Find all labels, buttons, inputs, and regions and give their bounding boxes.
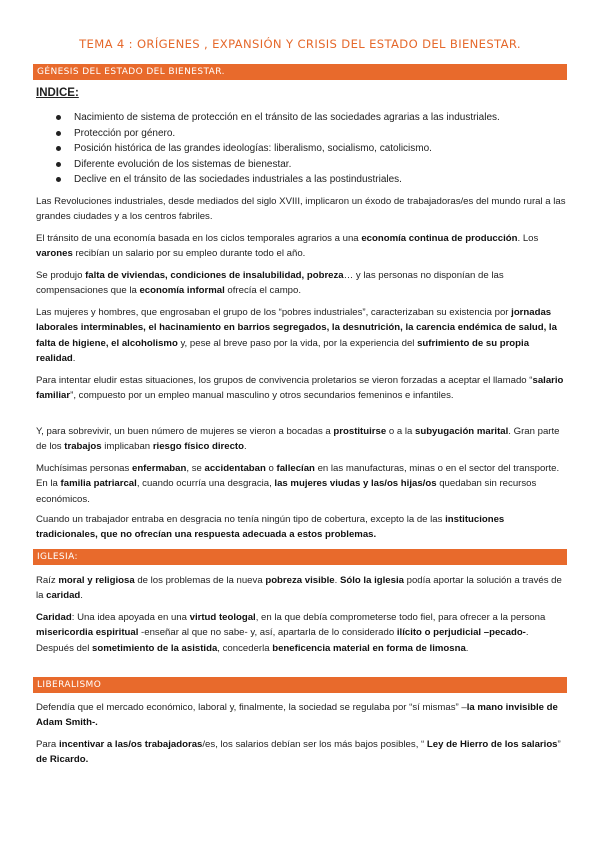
text-run: ”, compuesto por un empleo manual masculino y otros secundarios femeninos e infantiles. <box>70 390 454 402</box>
bold-text: Caridad <box>36 612 72 623</box>
text-run: de los problemas de la nueva <box>134 575 266 586</box>
text-run: implicaban <box>101 441 153 453</box>
text-run: . <box>243 441 247 453</box>
paragraph-revoluciones <box>36 194 566 225</box>
text-run: . Después del <box>36 627 529 654</box>
paragraph-viviendas <box>36 268 566 299</box>
text-run: podía aportar la solución a través de la <box>36 575 562 602</box>
text-run: Se produjo <box>36 270 86 281</box>
text-run: y, pese al breve paso por la vida, por la experiencia del <box>177 337 418 349</box>
paragraph-pobres-industriales <box>36 305 566 367</box>
bold-text: misericordia espiritual <box>36 627 139 639</box>
document-title: TEMA 4 : ORÍGENES , EXPANSIÓN Y CRISIS DEL ESTADO DEL BIENESTAR. <box>79 37 521 51</box>
bold-text: caridad <box>46 590 81 602</box>
section-heading-liberalismo: LIBERALISMO <box>33 677 567 693</box>
index-list <box>56 111 576 189</box>
bold-text: ilícito o perjudicial –pecado- <box>396 627 526 639</box>
bold-text: familia patriarcal <box>60 478 137 490</box>
text-run: Para <box>36 739 59 750</box>
bold-text: enfermaban <box>131 463 187 474</box>
bold-text: de Ricardo. <box>36 754 89 766</box>
text-run: Las Revoluciones industriales, desde mediados del siglo XVIII, implicaron un éxodo de trabajadoras/es del mundo rural a las grandes ciudades y a los centros fabriles. <box>36 196 566 223</box>
text-run: Muchísimas personas <box>36 463 132 474</box>
paragraph-cobertura <box>36 512 566 543</box>
bold-text: riesgo físico directo <box>152 441 244 453</box>
text-run: Para intentar eludir estas situaciones, los grupos de convivencia proletarios se vieron forzadas a aceptar el llamado “ <box>36 375 533 386</box>
bold-text: economía informal <box>139 285 225 297</box>
text-run: en las manufacturas, minas o en el sector del transporte. En la <box>36 463 560 490</box>
paragraph-caridad <box>36 610 566 656</box>
text-run: . <box>72 353 76 365</box>
list-item: Nacimiento de sistema de protección en el tránsito de las sociedades agrarias a las industriales. <box>56 111 576 127</box>
text-run: . <box>334 575 340 586</box>
text-run: ofrecía el campo. <box>224 285 302 297</box>
bold-text: sufrimiento de su propia realidad <box>36 337 530 365</box>
text-run: Y, para sobrevivir, un buen número de mujeres se vieron a bocadas a <box>36 426 334 437</box>
bold-text: subyugación marital <box>415 426 509 437</box>
paragraph-raiz-moral <box>36 573 566 604</box>
bold-text: fallecían <box>276 463 315 474</box>
list-item: Protección por género. <box>56 127 576 143</box>
paragraph-salarios <box>36 737 566 768</box>
text-run: /es, los salarios debían ser los más bajos posibles, “ <box>202 739 425 750</box>
text-run: … y las personas no disponían de las compensaciones que la <box>36 270 504 297</box>
bold-text: las mujeres viudas y las/os hijas/os <box>274 478 437 490</box>
paragraph-mercado <box>36 700 566 731</box>
bold-text: sometimiento de la asistida <box>92 642 218 654</box>
text-run: recibían un salario por su empleo durante todo el año. <box>72 248 306 260</box>
text-run: . <box>465 642 469 654</box>
text-run: , se <box>186 463 205 474</box>
text-run: Cuando un trabajador entraba en desgracia no tenía ningún tipo de cobertura, excepto la de las <box>36 514 446 525</box>
bold-text: pobreza visible <box>265 575 335 586</box>
text-run: . Los <box>517 233 539 244</box>
text-run: . Gran parte de los <box>36 426 560 453</box>
text-run: , concederla <box>217 642 273 654</box>
bold-text: Ley de Hierro de los salarios <box>424 739 558 750</box>
bold-text: instituciones tradicionales, que no ofrecían una respuesta adecuada a estos problemas. <box>36 514 505 541</box>
bold-text: trabajos <box>64 441 102 453</box>
text-run: Las mujeres y hombres, que engrosaban el grupo de los “pobres industriales”, caracterizaban su existencia por <box>36 307 512 318</box>
bold-text: virtud teologal <box>189 612 256 623</box>
bold-text: economía continua de producción <box>361 233 518 244</box>
text-run: , en la que debía comprometerse todo fiel, para ofrecer a la persona <box>255 612 546 623</box>
text-run: o <box>265 463 277 474</box>
bold-text: jornadas laborales interminables, el hacinamiento en barrios segregados, la desnutrición, la carencia endémica de salud, la falta de higiene, el alcoholismo <box>36 307 557 349</box>
bold-text: beneficencia material en forma de limosna <box>272 642 466 654</box>
text-run: Raíz <box>36 575 59 586</box>
section-heading-iglesia: IGLESIA: <box>33 549 567 565</box>
index-title: INDICE: <box>36 87 79 99</box>
paragraph-sobrevivir <box>36 424 566 455</box>
text-run: El tránsito de una economía basada en los ciclos temporales agrarios a una <box>36 233 362 244</box>
bold-text: accidentaban <box>204 463 266 474</box>
paragraph-salario-familiar <box>36 373 566 404</box>
bold-text: Sólo la iglesia <box>339 575 404 586</box>
bold-text: incentivar a las/os trabajadoras <box>58 739 203 750</box>
bold-text: la mano invisible de Adam Smith-. <box>36 702 558 729</box>
list-item: Posición histórica de las grandes ideologías: liberalismo, socialismo, catolicismo. <box>56 142 576 158</box>
text-run: , cuando ocurría una desgracia, <box>136 478 275 490</box>
paragraph-transito <box>36 231 566 262</box>
text-run: Defendía que el mercado económico, laboral y, finalmente, la sociedad se regulaba por “sí mismas” – <box>36 702 467 713</box>
section-heading-genesis: GÉNESIS DEL ESTADO DEL BIENESTAR. <box>33 64 567 80</box>
paragraph-enfermaban <box>36 461 566 507</box>
text-run: o a la <box>386 426 415 437</box>
bold-text: varones <box>36 248 73 260</box>
text-run: -enseñar al que no sabe- y, así, apartarla de lo considerado <box>138 627 397 639</box>
bold-text: moral y religiosa <box>58 575 135 586</box>
text-run: ” <box>557 739 561 750</box>
text-run: . <box>80 590 83 602</box>
text-run: quedaban sin recursos económicos. <box>36 478 537 505</box>
text-run: : Una idea apoyada en una <box>71 612 190 623</box>
bold-text: salario familiar <box>36 375 564 402</box>
bold-text: falta de viviendas, condiciones de insalubilidad, pobreza <box>85 270 344 281</box>
list-item: Diferente evolución de los sistemas de bienestar. <box>56 158 576 174</box>
list-item: Declive en el tránsito de las sociedades industriales a las postindustriales. <box>56 173 576 189</box>
bold-text: prostituirse <box>333 426 387 437</box>
